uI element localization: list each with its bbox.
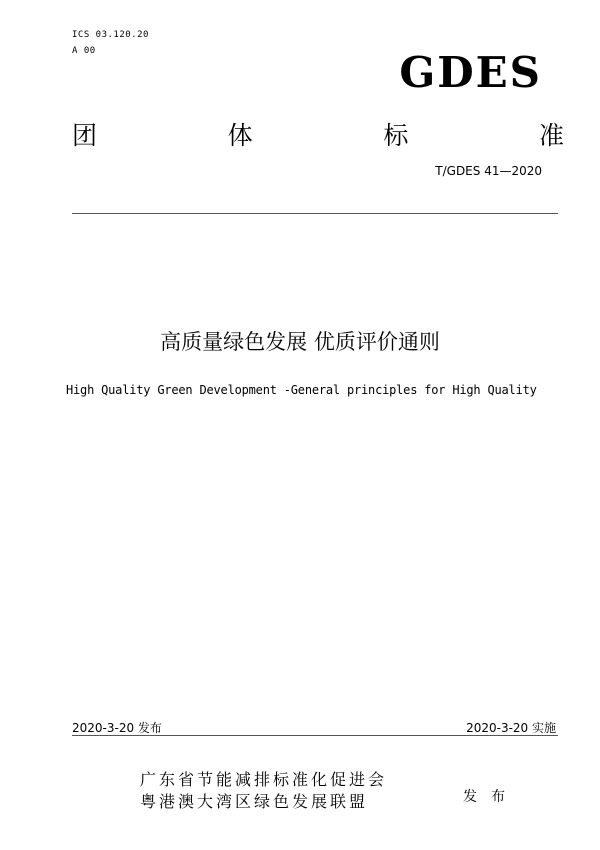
implementation-date: 2020-3-20 实施: [466, 721, 556, 735]
standard-type-char-4: 准: [538, 121, 564, 150]
standard-type-char-2: 体: [227, 121, 253, 150]
title-chinese: 高质量绿色发展 优质评价通则: [160, 330, 440, 354]
issuer-line-2: 粤港澳大湾区绿色发展联盟: [140, 792, 369, 811]
header-divider: [72, 213, 558, 214]
standard-type-char-1: 团: [72, 121, 98, 150]
ccs-code: A 00: [72, 46, 96, 56]
gdes-logo: GDES: [399, 48, 542, 97]
issuing-organizations: [140, 769, 387, 813]
footer-divider: [72, 735, 558, 736]
issuer-line-1: 广东省节能减排标准化促进会: [140, 770, 388, 789]
standard-type: [72, 116, 564, 152]
issue-label: 发布: [463, 789, 519, 805]
title-english: High Quality Green Development -General principles for High Quality: [66, 383, 537, 397]
standard-number: T/GDES 41—2020: [435, 164, 542, 178]
publish-date: 2020-3-20 发布: [72, 721, 162, 735]
ics-code: ICS 03.120.20: [72, 30, 149, 40]
standard-type-char-3: 标: [383, 121, 409, 150]
